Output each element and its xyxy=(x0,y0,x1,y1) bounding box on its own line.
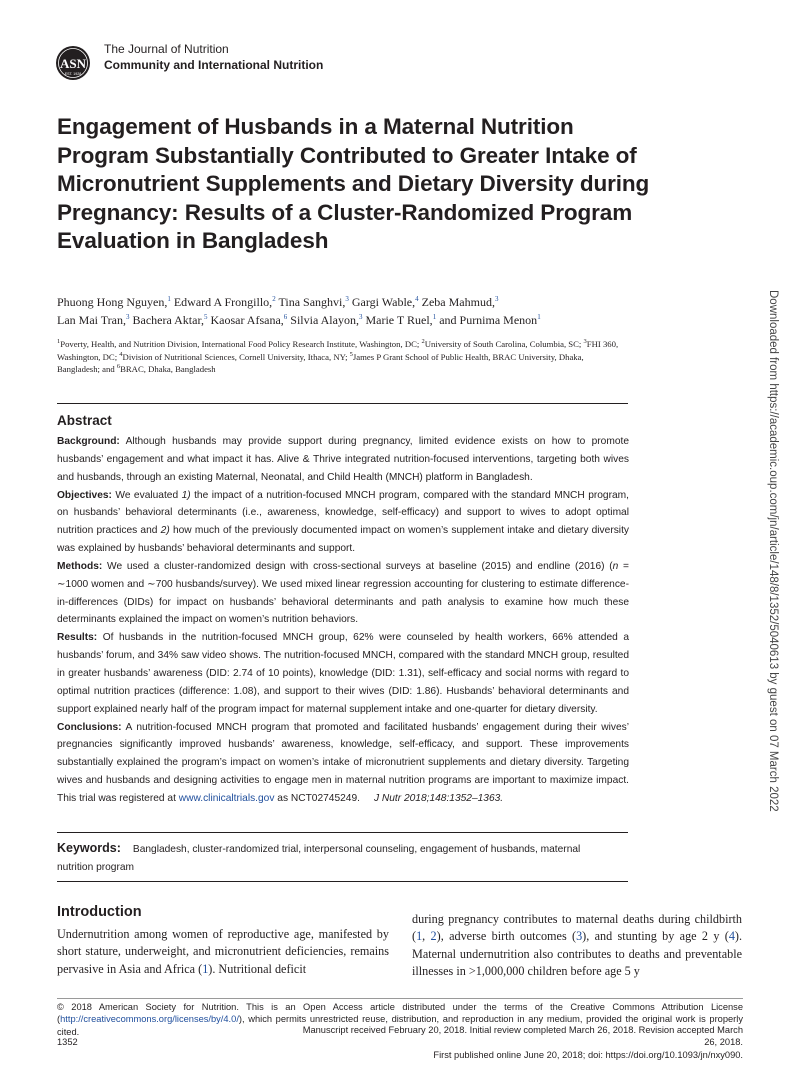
author-affiliation-marker[interactable]: 1 xyxy=(537,313,541,321)
abstract-objectives: Objectives: We evaluated 1) the impact of a nutrition-focused MNCH program, compared with the standard MNCH program, on husbands’ behavioral determinants (i.e., awareness, knowledge, self-efficacy) and support to wives to adopt optimal nutrition practices and 2) how much of the previously documented impact on women’s supplement intake and dietary diversity was explained by husbands’ behavioral determinants and support. xyxy=(57,489,629,555)
author-name: Marie T Ruel, xyxy=(365,313,433,327)
keywords-label: Keywords: xyxy=(57,841,121,855)
author-affiliation-marker[interactable]: 1 xyxy=(432,313,437,321)
page-number: 1352 xyxy=(57,1037,78,1047)
affiliation-marker: 6 xyxy=(116,363,121,371)
abstract-results: Results: Of husbands in the nutrition-focused MNCH group, 62% were counseled by health workers, 66% attended a husbands’ forum, and 34% saw video shows. The nutrition-focused MNCH, compared with the standard MNCH group, resulted in greater husbands’ awareness (DID: 2.74 of 10 points), knowledge (DID: 1.31), self-efficacy and social norms with regard to optimal nutrition practices (difference: 1.08), and support to their wives (DID: 1.86). Husbands’ behavioral determinants and support explained nearly half of the program impact for maternal supplement intake and one-quarter for dietary diversity. xyxy=(57,632,629,715)
introduction-column-right: during pregnancy contributes to maternal deaths during childbirth (1, 2), adverse birth outcomes (3), and stunting by age 2 y (4). Maternal undernutrition also contributes to deaths and preventable illnesses in >1,000,000 children before age 5 y xyxy=(412,912,743,978)
author-affiliation-marker[interactable]: 3 xyxy=(358,313,363,321)
affiliation-marker: 3 xyxy=(583,338,587,346)
abstract-heading: Abstract xyxy=(57,413,112,428)
keywords xyxy=(57,840,617,876)
journal-name: The Journal of Nutrition xyxy=(104,42,229,56)
abstract-body xyxy=(57,433,629,808)
reference-link[interactable]: 2 xyxy=(430,929,437,944)
license-notice: © 2018 American Society for Nutrition. This is an Open Access article distributed under the terms of the Creative Commons Attribution License (http://creativecommons.org/licenses/by/4.0/), which permits unrestricted reuse, distribution, and reproduction in any medium, provided the original work is properly cited. xyxy=(57,1002,743,1037)
download-notice: Downloaded from https://academic.oup.com/jn/article/148/8/1352/5040613 by guest on 07 March 2022 xyxy=(767,290,779,812)
author-affiliation-marker[interactable]: 3 xyxy=(126,313,130,321)
author-name: Silvia Alayon, xyxy=(290,313,359,327)
logo-subtext: EST. 1928 xyxy=(64,72,82,76)
article-title: Engagement of Husbands in a Maternal Nutrition Program Substantially Contributed to Greater Intake of Micronutrient Supplements and Dietary Diversity during Pregnancy: Results of a Cluster-Randomized Program Evaluation in Bangladesh xyxy=(57,114,650,253)
keywords-bottom-rule xyxy=(57,881,628,882)
author-name: Gargi Wable, xyxy=(351,295,416,309)
author-affiliation-marker[interactable]: 2 xyxy=(272,295,276,303)
footer-rule xyxy=(57,998,743,999)
affiliation-text: James P Grant School of Public Health, BRAC University, Dhaka, Bangladesh; and xyxy=(57,351,584,375)
introduction-column-left: Undernutrition among women of reproductive age, manifested by short stature, underweight, and micronutrient deficiencies, remains pervasive in Asia and Africa (1). Nutritional deficit xyxy=(57,927,389,976)
author-name: Tina Sanghvi, xyxy=(278,295,346,309)
section-name: Community and International Nutrition xyxy=(104,58,324,72)
introduction-heading: Introduction xyxy=(57,904,142,920)
journal-citation: J Nutr 2018;148:1352–1363. xyxy=(373,792,504,804)
logo-text: ASN xyxy=(59,56,87,71)
abstract-background: Background: Although husbands may provide support during pregnancy, limited evidence exists on how to promote husbands’ engagement and what impact it has. Alive & Thrive integrated nutrition-focused interventions, targeting both wives and husbands, through an existing Maternal, Neonatal, and Child Health (MNCH) platform in Bangladesh. xyxy=(57,436,629,483)
keywords-top-rule xyxy=(57,832,628,833)
author-list xyxy=(57,293,617,329)
reference-link[interactable]: 4 xyxy=(728,929,735,944)
affiliation-text: Poverty, Health, and Nutrition Division, International Food Policy Research Institute, Washington, DC; xyxy=(60,339,420,349)
author-name: Edward A Frongillo, xyxy=(173,295,273,309)
author-affiliation-marker[interactable]: 1 xyxy=(167,295,171,303)
affiliation-text: FHI 360, Washington, DC; xyxy=(57,339,619,362)
author-name: Bachera Aktar, xyxy=(132,313,204,327)
asn-logo xyxy=(54,42,92,88)
reference-link[interactable]: 1 xyxy=(416,929,423,944)
affiliation-text: BRAC, Dhaka, Bangladesh xyxy=(120,364,216,375)
affiliation-text: Division of Nutritional Sciences, Cornell University, Ithaca, NY; xyxy=(122,351,348,362)
author-affiliation-marker[interactable]: 3 xyxy=(345,295,349,303)
publication-dates xyxy=(300,1024,743,1061)
affiliations xyxy=(57,338,627,376)
abstract-top-rule xyxy=(57,403,628,404)
author-affiliation-marker[interactable]: 6 xyxy=(283,313,288,321)
affiliation-marker: 1 xyxy=(57,338,61,346)
reference-link[interactable]: 3 xyxy=(576,929,583,944)
author-name: Zeba Mahmud, xyxy=(421,295,495,309)
affiliation-marker: 2 xyxy=(421,338,425,346)
reference-link[interactable]: 1 xyxy=(202,961,209,976)
affiliation-marker: 4 xyxy=(119,350,123,358)
keywords-text: Bangladesh, cluster-randomized trial, interpersonal counseling, engagement of husbands, maternal nutrition program xyxy=(57,844,581,873)
author-name: Phuong Hong Nguyen, xyxy=(57,295,168,309)
author-name: and Purnima Menon xyxy=(439,313,538,327)
abstract-conclusions: Conclusions: A nutrition-focused MNCH program that promoted and facilitated husbands’ engagement during their wives’ pregnancies significantly improved husbands’ awareness, knowledge, self-efficacy, and support. These improvements substantially explained the program’s impact on women’s intake of micronutrient supplements and dietary diversity. Targeting wives and husbands and designing activities to engage men in maternal nutrition programs are important to maximize impact. This trial was registered at www.clinicaltrials.gov as NCT02745249. J Nutr 2018;148:1352–1363. xyxy=(57,721,629,804)
affiliation-marker: 5 xyxy=(349,350,353,358)
author-affiliation-marker[interactable]: 3 xyxy=(494,295,499,303)
affiliation-text: University of South Carolina, Columbia, SC; xyxy=(424,339,582,349)
author-affiliation-marker[interactable]: 5 xyxy=(203,313,208,321)
license-link[interactable]: http://creativecommons.org/licenses/by/4.0/ xyxy=(60,1014,239,1025)
abstract-methods: Methods: We used a cluster-randomized design with cross-sectional surveys at baseline (2015) and endline (2016) (n = ∼1000 women and ∼700 husbands/survey). We used mixed linear regression accounting for clustering to estimate difference-in-differences (DIDs) for impact on husbands’ behavioral determinants and path analysis to examine how much these determinants explained the impact on women’s nutrition behaviors. xyxy=(57,560,630,626)
author-affiliation-marker[interactable]: 4 xyxy=(415,295,419,303)
trial-registry-link[interactable]: www.clinicaltrials.gov xyxy=(178,792,275,804)
publication-doi: First published online June 20, 2018; doi: https://doi.org/10.1093/jn/nxy090. xyxy=(433,1049,743,1060)
author-name: Lan Mai Tran, xyxy=(57,313,126,327)
manuscript-dates: Manuscript received February 20, 2018. Initial review completed March 26, 2018. Revision accepted March 26, 2018. xyxy=(302,1025,743,1048)
author-name: Kaosar Afsana, xyxy=(210,313,284,327)
